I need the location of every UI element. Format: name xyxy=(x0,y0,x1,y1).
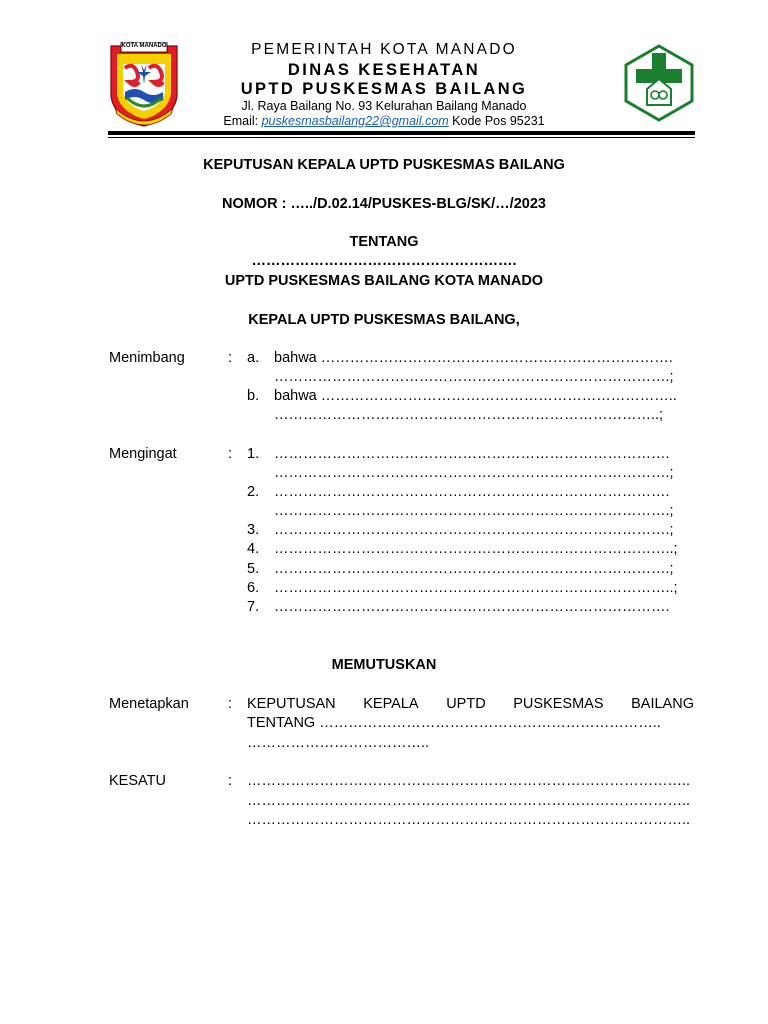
mengingat-item-text: ………………………………………………………………………..; xyxy=(274,580,678,596)
mengingat-item-text: ……………………………………………………………………….; xyxy=(274,465,674,481)
menimbang-colon: : xyxy=(228,350,233,366)
menetapkan-word: KEPALA xyxy=(363,696,419,712)
email-label: Email: xyxy=(223,114,259,128)
mengingat-item-text: ………………………………………………………………………. xyxy=(274,446,670,462)
menimbang-item-marker: a. xyxy=(247,350,260,366)
kesatu-label: KESATU xyxy=(109,773,166,789)
mengingat-item-marker: 3. xyxy=(247,522,260,538)
memutuskan-heading: MEMUTUSKAN xyxy=(331,657,437,673)
decree-title: KEPUTUSAN KEPALA UPTD PUSKESMAS BAILANG xyxy=(203,157,565,173)
mengingat-item-marker: 4. xyxy=(247,541,260,557)
mengingat-item-text: ………………………………………………………………………..; xyxy=(274,541,678,557)
menetapkan-word: PUSKESMAS xyxy=(513,696,604,712)
mengingat-item-marker: 1. xyxy=(247,446,260,462)
letterhead-government: PEMERINTAH KOTA MANADO xyxy=(251,41,517,58)
mengingat-item-marker: 2. xyxy=(247,484,260,500)
letterhead-contact xyxy=(0,114,768,128)
kesatu-colon: : xyxy=(228,773,233,789)
mengingat-colon: : xyxy=(228,446,233,462)
letterhead-unit: UPTD PUSKESMAS BAILANG xyxy=(240,80,528,98)
mengingat-item-marker: 6. xyxy=(247,580,260,596)
letterhead-divider-thick xyxy=(108,131,695,135)
menetapkan-word: UPTD xyxy=(446,696,486,712)
kesatu-text: ……………………………………………………………………………….. xyxy=(247,812,691,828)
letterhead-address: Jl. Raya Bailang No. 93 Kelurahan Bailang Manado xyxy=(241,99,527,113)
menimbang-item-text: ……………………………………………………………………..; xyxy=(274,407,664,423)
decree-organization: UPTD PUSKESMAS BAILANG KOTA MANADO xyxy=(224,273,544,289)
menetapkan-title-line xyxy=(247,696,694,712)
menetapkan-word: KEPUTUSAN xyxy=(247,696,336,712)
mengingat-item-text: ………………………………………………………………………. xyxy=(274,484,670,500)
menimbang-label: Menimbang xyxy=(109,350,185,366)
menetapkan-word: BAILANG xyxy=(631,696,694,712)
mengingat-item-text: ……………………………………………………………………….; xyxy=(274,522,674,538)
mengingat-item-marker: 5. xyxy=(247,561,260,577)
mengingat-item-marker: 7. xyxy=(247,599,260,615)
decree-number: NOMOR : …../D.02.14/PUSKES-BLG/SK/…/2023 xyxy=(222,196,546,212)
menimbang-item-text: bahwa ……………………………………………………………….. xyxy=(274,388,677,404)
mengingat-item-text: ………………………………………………………………………. xyxy=(274,599,670,615)
menimbang-item-text: ……………………………………………………………………….; xyxy=(274,369,674,385)
decree-head: KEPALA UPTD PUSKESMAS BAILANG, xyxy=(248,312,520,328)
kesatu-text: ……………………………………………………………………………….. xyxy=(247,793,691,809)
menimbang-item-text: bahwa ………………………………………………………………. xyxy=(274,350,673,366)
menetapkan-colon: : xyxy=(228,696,233,712)
letterhead-divider-thin xyxy=(108,137,695,138)
mengingat-item-text: ……………………………………………………………………….; xyxy=(274,561,674,577)
mengingat-item-text: ……………………………………………………………………….; xyxy=(274,503,674,519)
city-emblem-caption: KOTA MANADO xyxy=(121,43,167,49)
menimbang-item-marker: b. xyxy=(247,388,260,404)
decree-about: TENTANG xyxy=(349,234,419,250)
menetapkan-label: Menetapkan xyxy=(109,696,189,712)
mengingat-label: Mengingat xyxy=(109,446,177,462)
kesatu-text: ……………………………………………………………………………….. xyxy=(247,773,691,789)
menetapkan-text: ……………………………….. xyxy=(247,735,430,751)
menetapkan-text: TENTANG …………………………………………………………….. xyxy=(247,715,661,731)
postal-code: Kode Pos 95231 xyxy=(452,114,545,128)
email-link[interactable]: puskesmasbailang22@gmail.com xyxy=(261,114,449,128)
decree-subject-placeholder: ………………………………………………. xyxy=(251,253,517,269)
letterhead-agency: DINAS KESEHATAN xyxy=(287,61,481,79)
